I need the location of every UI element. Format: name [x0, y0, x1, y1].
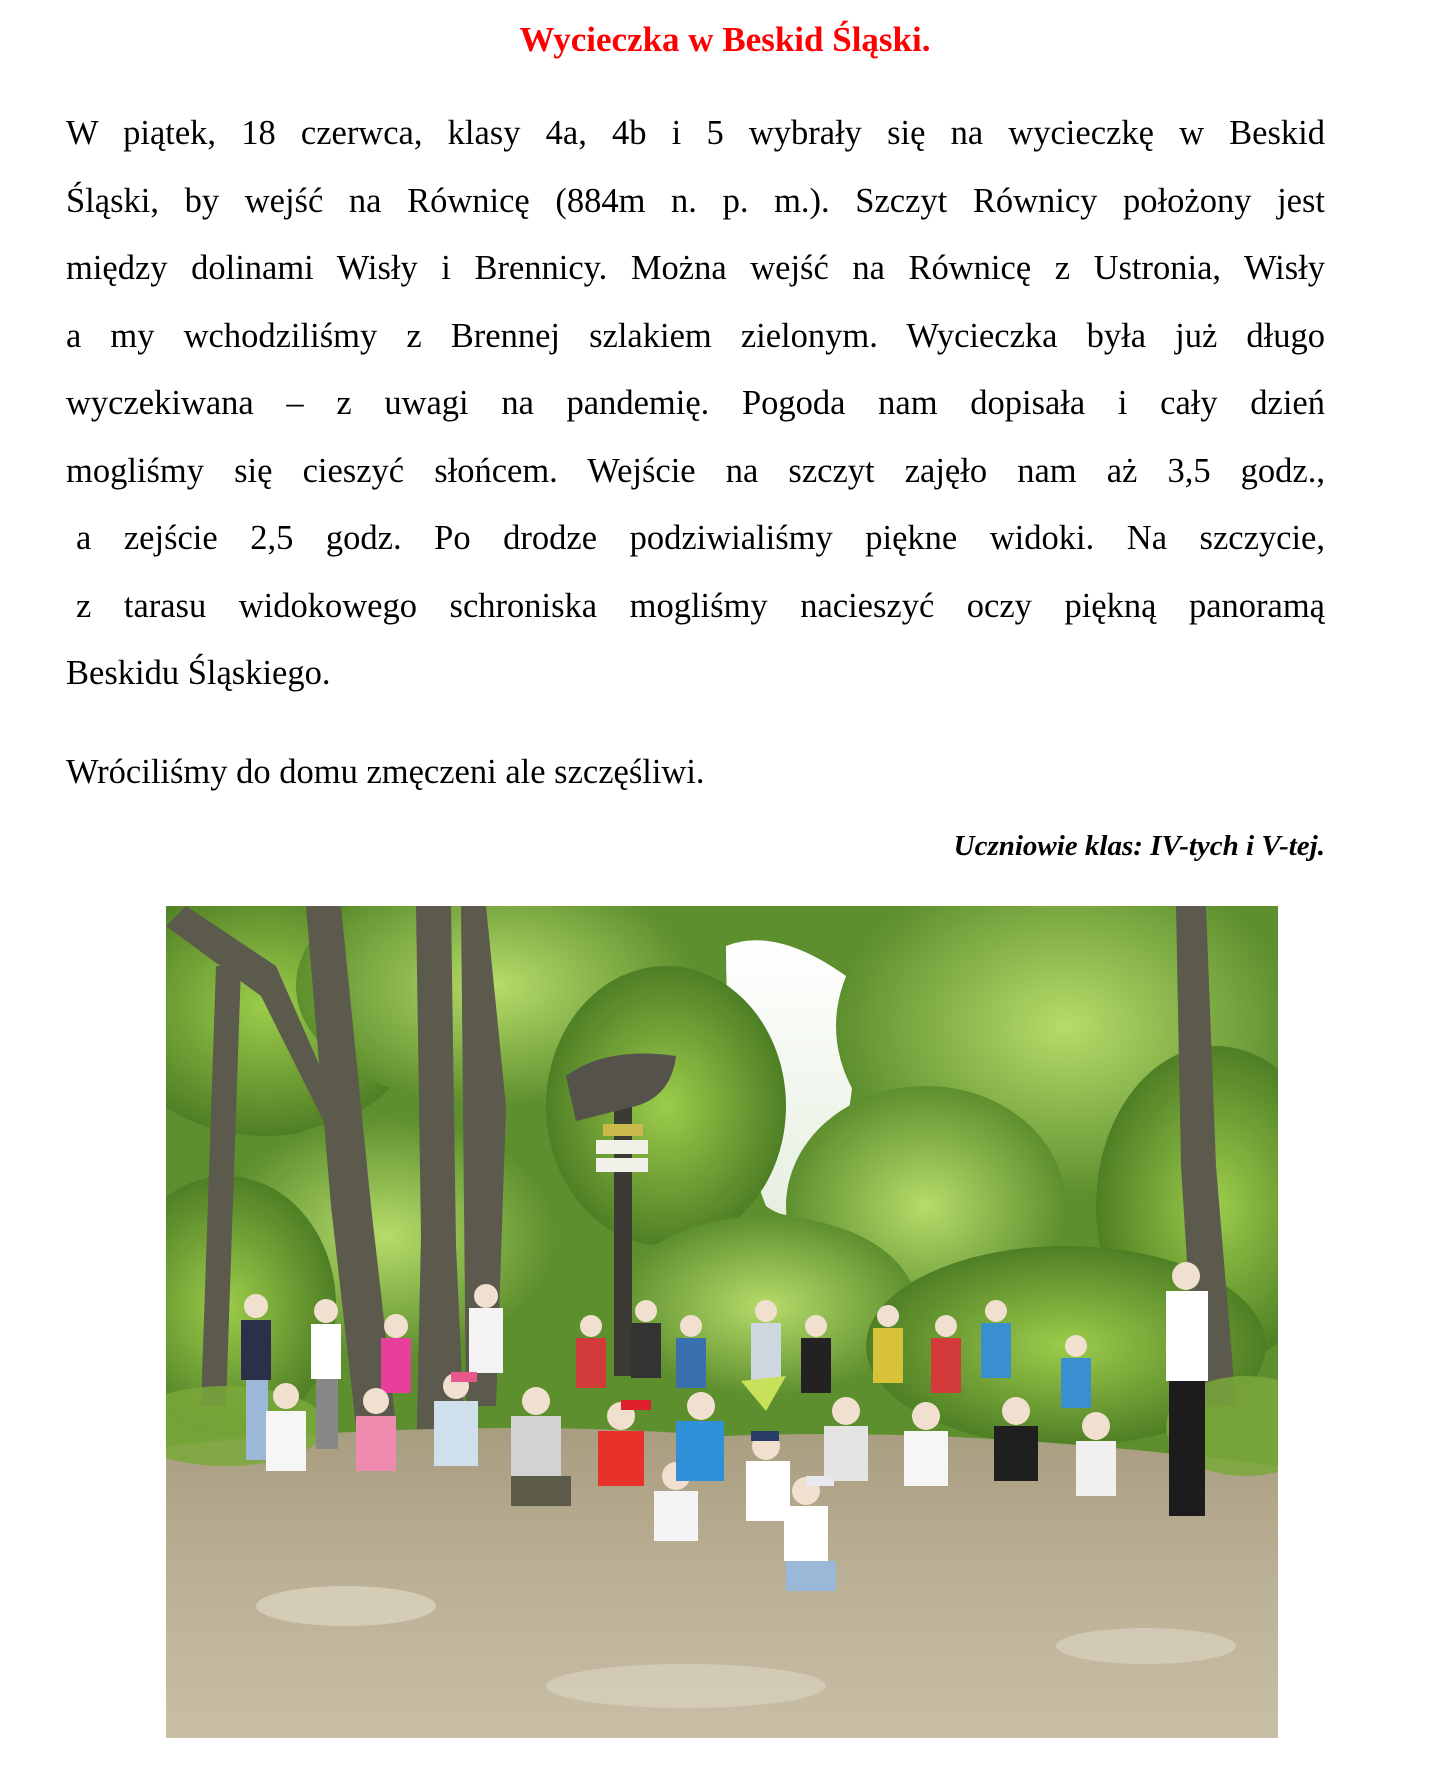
signature: Uczniowie klas: IV-tych i V-tej.: [953, 830, 1325, 862]
paragraph-line: a my wchodziliśmy z Brennej szlakiem zielonym. Wycieczka była już długo: [66, 316, 1325, 355]
paragraph-line: Śląski, by wejść na Równicę (884m n. p. m.). Szczyt Równicy położony jest: [66, 181, 1325, 220]
document-title: Wycieczka w Beskid Śląski.: [519, 20, 931, 59]
group-photo: [166, 906, 1278, 1738]
paragraph-line: a zejście 2,5 godz. Po drodze podziwialiśmy piękne widoki. Na szczycie,: [76, 519, 1325, 557]
paragraph-line: Beskidu Śląskiego.: [66, 654, 331, 692]
trip-report-paragraph: [66, 100, 1325, 708]
paragraph-line: z tarasu widokowego schroniska mogliśmy nacieszyć oczy piękną panoramą: [76, 586, 1325, 625]
paragraph-line: między dolinami Wisły i Brennicy. Można wejść na Równicę z Ustronia, Wisły: [66, 249, 1325, 287]
group-photo-illustration: [166, 906, 1278, 1738]
paragraph-line: wyczekiwana – z uwagi na pandemię. Pogoda nam dopisała i cały dzień: [66, 384, 1325, 422]
closing-sentence: Wróciliśmy do domu zmęczeni ale szczęśliwi.: [66, 753, 705, 791]
paragraph-line: W piątek, 18 czerwca, klasy 4a, 4b i 5 wybrały się na wycieczkę w Beskid: [66, 114, 1325, 152]
paragraph-line: mogliśmy się cieszyć słońcem. Wejście na szczyt zajęło nam aż 3,5 godz.,: [66, 451, 1325, 490]
